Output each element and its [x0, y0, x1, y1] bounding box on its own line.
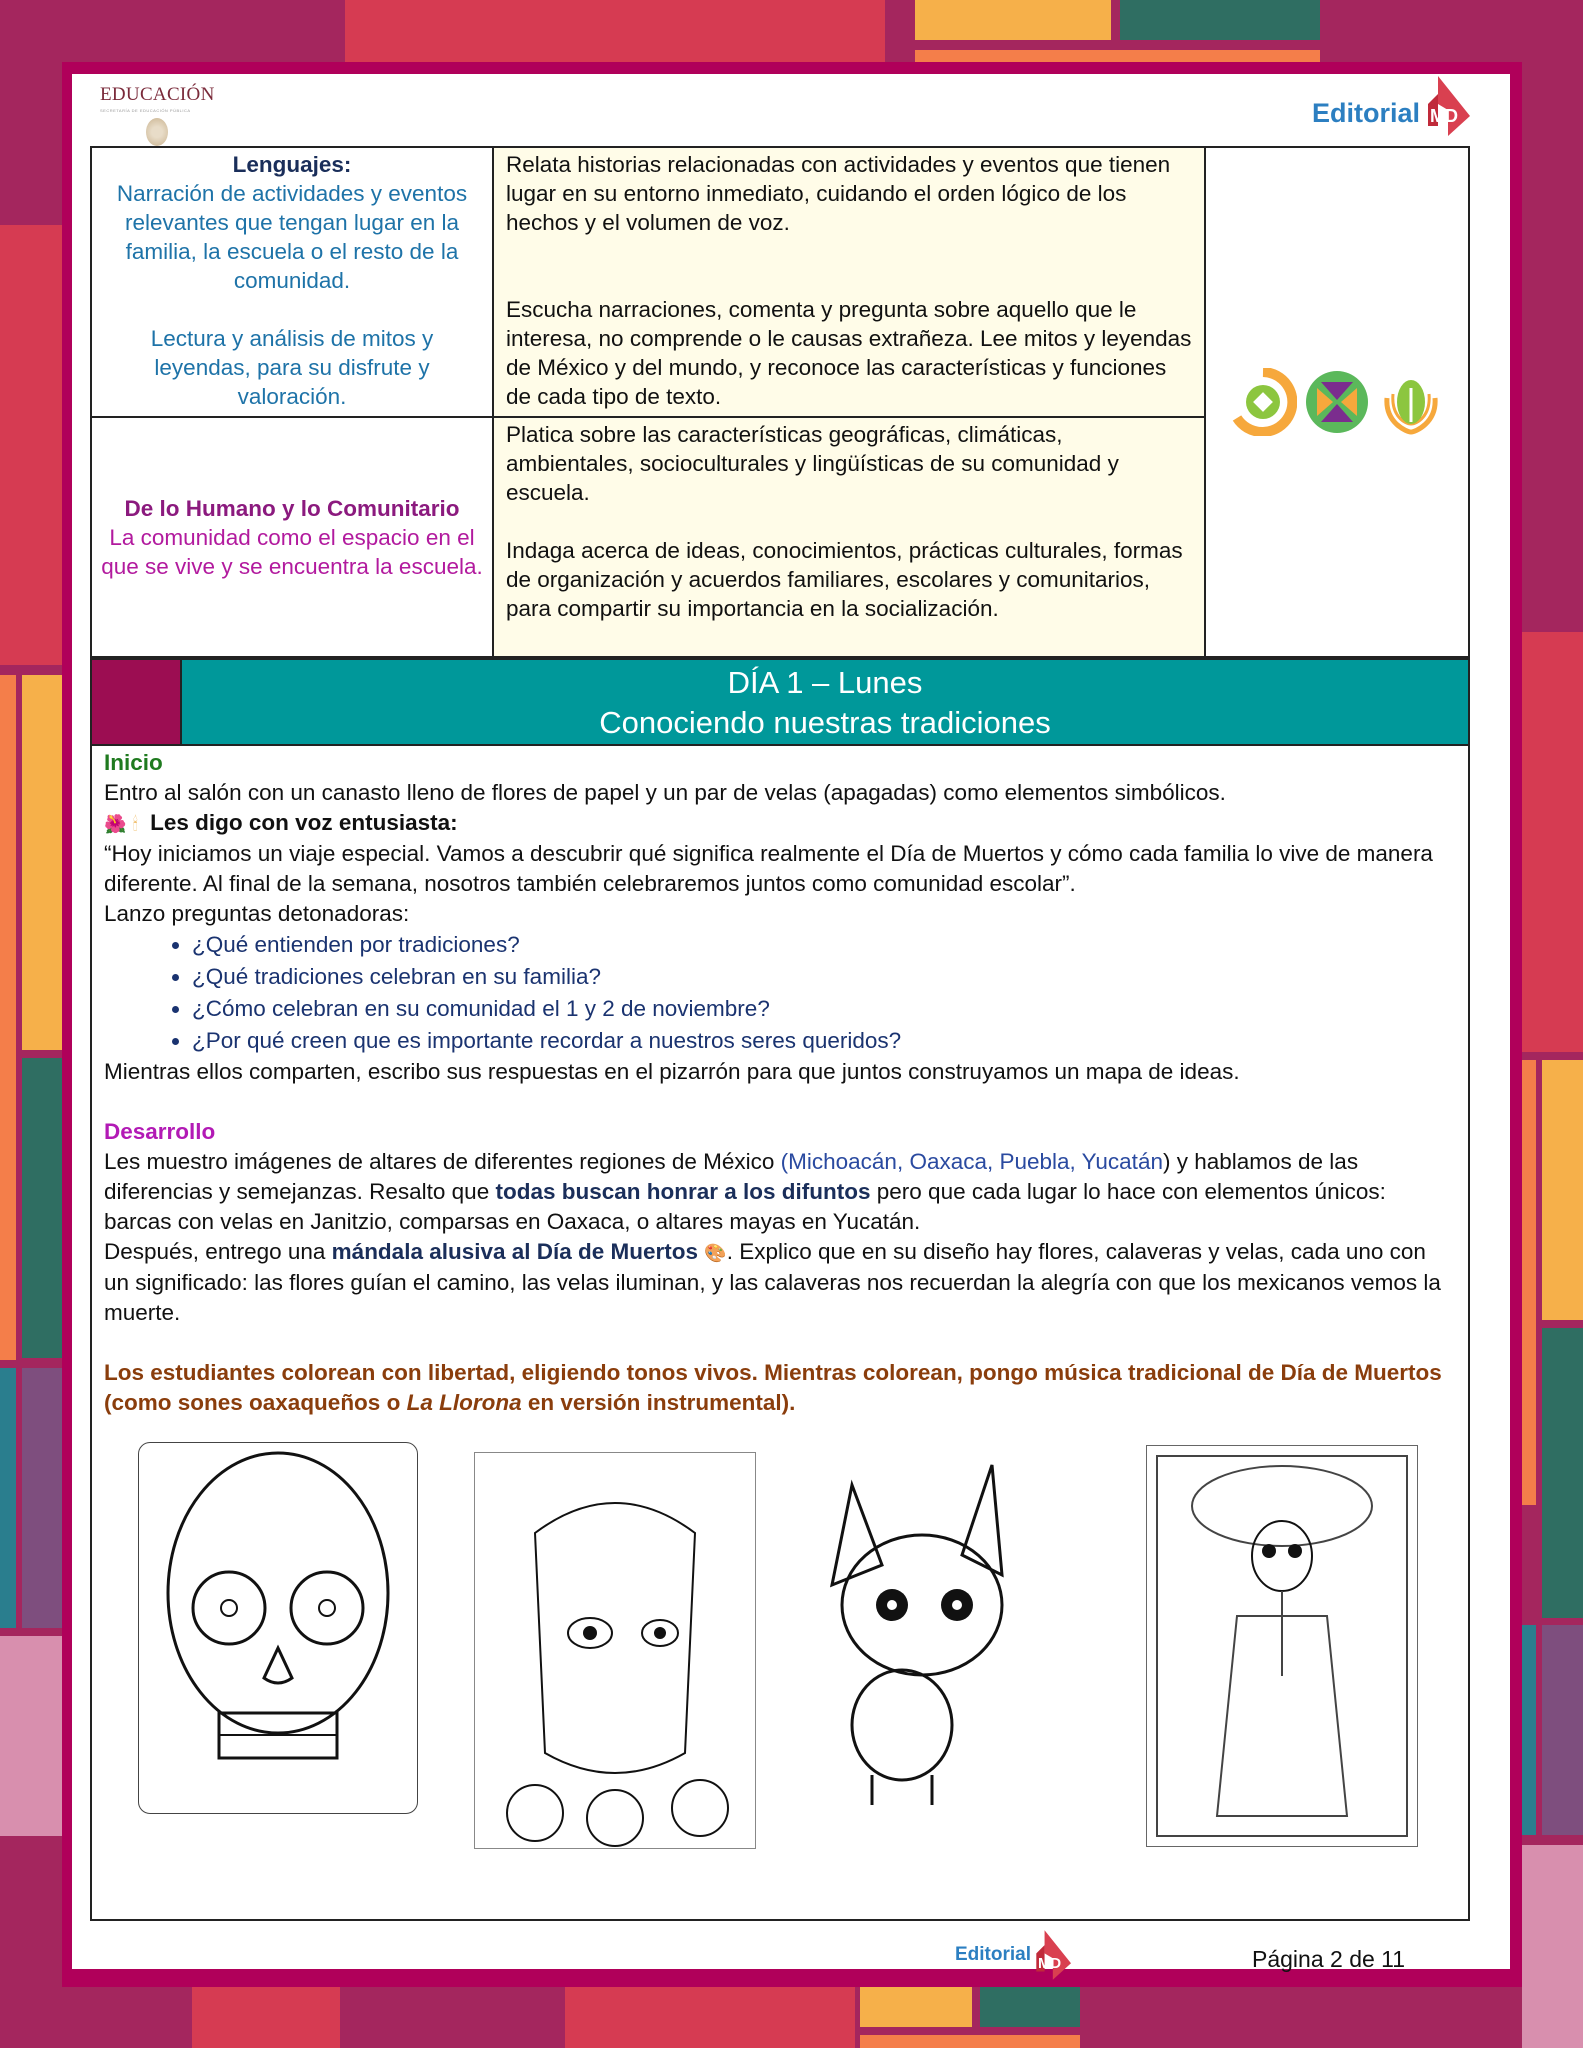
bg-block: [1522, 62, 1583, 622]
orange-ring-icon: [1229, 368, 1297, 436]
bg-block: [915, 50, 1320, 62]
svg-text:MD: MD: [1430, 106, 1459, 126]
bg-block: [1522, 632, 1583, 1052]
emphasis-text: todas buscan honrar a los difuntos: [495, 1179, 871, 1204]
text-run: Los estudiantes colorean con libertad, eligiendo tonos vivos. Mientras colorean, pongo música tradicional de Día de Muertos (como sones oaxaqueños o: [104, 1360, 1442, 1415]
coloring-image-chihuahua: [792, 1455, 1028, 1817]
flower-icon: 🌺: [104, 814, 127, 834]
bg-block: [1330, 0, 1583, 62]
text-run: Les muestro imágenes de altares de diferentes regiones de México: [104, 1149, 781, 1174]
bg-block: [1522, 1060, 1536, 1505]
questions-intro: Lanzo preguntas detonadoras:: [104, 901, 410, 926]
content-text: Lectura y análisis de mitos y leyendas, para su disfrute y valoración.: [150, 326, 434, 409]
bg-block: [0, 0, 330, 62]
candle-icon: 🕯: [132, 814, 138, 834]
editorial-md-logo-header: [1312, 90, 1470, 136]
md-logo-icon: [1424, 76, 1470, 136]
bg-block: [1120, 0, 1320, 40]
green-cross-circle-icon: [1303, 368, 1371, 436]
day-header-accent: [92, 660, 182, 744]
bg-block: [0, 1368, 16, 1628]
field-cell: [91, 417, 493, 657]
bg-block: [1542, 1625, 1583, 1835]
bg-block: [1542, 1328, 1583, 1618]
sep-logo-title: EDUCACIÓN: [100, 84, 215, 105]
desarrollo-paragraph-2: [104, 1237, 1456, 1328]
day-header-title-box: [182, 660, 1468, 744]
bg-block: [22, 1058, 62, 1358]
content-text: La comunidad como el espacio en el que se vive y se encuentra la escuela.: [101, 524, 483, 579]
question-list: [104, 929, 1456, 1057]
bg-block: [0, 1636, 62, 1836]
bg-block: [0, 1987, 182, 2048]
field-title: De lo Humano y lo Comunitario: [124, 495, 460, 521]
bg-block: [0, 68, 62, 218]
pda-text: Relata historias relacionadas con actividades y eventos que tienen lugar en su entorno inmediato, cuidando el orden lógico de los hechos y el volumen de voz.: [506, 152, 1171, 235]
bg-block: [1542, 1060, 1583, 1320]
editorial-logo-word: Editorial: [955, 1944, 1032, 1965]
coloring-paragraph: [104, 1358, 1456, 1418]
section-heading-inicio: Inicio: [104, 750, 163, 775]
bg-block: [860, 1987, 972, 2027]
field-cell: [91, 147, 493, 417]
bg-block: [345, 0, 885, 62]
song-title: La Llorona: [406, 1390, 522, 1415]
pda-text: Escucha narraciones, comenta y pregunta sobre aquello que le interesa, no comprende o le causas extrañeza. Lee mitos y leyendas de México y del mundo, y reconoce las características y funciones de cada tipo de texto.: [506, 297, 1192, 409]
bg-block: [0, 675, 16, 1360]
bg-block: [345, 1987, 565, 2048]
text-run: en versión instrumental).: [521, 1390, 796, 1415]
competencies-table: [90, 146, 1470, 658]
bg-block: [22, 675, 62, 1050]
bg-block: [860, 2035, 1080, 2048]
page-number: Página 2 de 11: [1252, 1946, 1406, 1972]
bg-block: [192, 1987, 340, 2048]
sep-logo-subtitle: SECRETARÍA DE EDUCACIÓN PÚBLICA: [100, 108, 191, 113]
chihuahua-icon: [792, 1455, 1028, 1817]
field-title: Lenguajes:: [232, 152, 352, 177]
content-text: Narración de actividades y eventos relevantes que tengan lugar en la familia, la escuela o el resto de la comunidad.: [116, 181, 468, 293]
bg-block: [0, 225, 62, 665]
day-header: [90, 658, 1470, 746]
bg-block: [22, 1368, 62, 1628]
coloring-image-la-catrina: [1146, 1445, 1418, 1847]
day-subtitle: Conociendo nuestras tradiciones: [599, 705, 1051, 740]
catrina-face-icon: [475, 1453, 755, 1848]
inicio-closing: Mientras ellos comparten, escribo sus respuestas en el pizarrón para que juntos construyamos un mapa de ideas.: [104, 1059, 1240, 1084]
bg-block: [1522, 1625, 1536, 1835]
palette-icon: 🎨: [704, 1243, 727, 1263]
question-item: • ¿Por qué creen que es importante recordar a nuestros seres queridos?: [192, 1025, 1456, 1057]
teacher-quote: “Hoy iniciamos un viaje especial. Vamos a descubrir qué significa realmente el Día de Muertos y cómo cada familia lo vive de manera diferente. Al final de la semana, nosotros también celebraremos juntos como comunidad escolar”.: [104, 841, 1433, 896]
svg-text:MD: MD: [1037, 1956, 1062, 1973]
question-item: • ¿Qué tradiciones celebran en su familia?: [192, 961, 1456, 993]
text-run: ) y hablamos de las diferencias y semejanzas. Resalto que: [104, 1149, 1359, 1204]
editorial-logo-word: Editorial: [1312, 97, 1421, 128]
bg-block: [980, 1987, 1080, 2027]
axis-icons-cell: [1205, 147, 1469, 657]
pda-cell: [493, 417, 1205, 657]
regions-text: (Michoacán, Oaxaca, Puebla, Yucatán: [780, 1149, 1163, 1174]
section-heading-desarrollo: Desarrollo: [104, 1119, 216, 1144]
bg-block: [915, 0, 1111, 40]
coloring-image-sugar-skull: [138, 1442, 418, 1814]
pda-cell: [493, 147, 1205, 417]
sep-logo: [100, 84, 215, 113]
say-line: [104, 808, 1456, 839]
bg-block: [565, 1987, 855, 2048]
day-title: DÍA 1 – Lunes: [727, 665, 923, 700]
md-logo-icon: [1033, 1930, 1071, 1980]
desarrollo-paragraph-1: [104, 1147, 1456, 1237]
text-run: . Explico que en su diseño hay flores, calaveras y velas, cada uno con un significado: las flores guían el camino, las velas iluminan, y las calaveras nos recuerdan la alegría con que los mexicanos vemos la muerte.: [104, 1239, 1441, 1325]
catrina-skeleton-icon: [1147, 1446, 1417, 1846]
mexico-seal-icon: [146, 118, 168, 146]
coloring-image-catrina-woman: [474, 1452, 756, 1849]
table-row: [91, 147, 1469, 417]
say-label: Les digo con voz entusiasta:: [150, 810, 458, 835]
leaf-hands-icon: [1377, 368, 1445, 436]
sugar-skull-icon: [139, 1443, 417, 1813]
text-run: pero que cada lugar lo hace con elementos únicos: barcas con velas en Janitzio, comparsas en Oaxaca, o altares mayas en Yucatán.: [104, 1179, 1386, 1234]
question-item: • ¿Qué entienden por tradiciones?: [192, 929, 1456, 961]
text-run: Después, entrego una: [104, 1239, 332, 1264]
inicio-paragraph: Entro al salón con un canasto lleno de flores de papel y un par de velas (apagadas) como elementos simbólicos.: [104, 780, 1226, 805]
pda-text: Platica sobre las características geográficas, climáticas, ambientales, socioculturales y lingüísticas de su comunidad y escuela.: [506, 422, 1119, 505]
bg-block: [1522, 1845, 1583, 2048]
question-item: • ¿Cómo celebran en su comunidad el 1 y 2 de noviembre?: [192, 993, 1456, 1025]
editorial-md-logo-footer: [955, 1930, 1071, 1980]
emphasis-text: mándala alusiva al Día de Muertos: [331, 1239, 699, 1264]
pda-text: Indaga acerca de ideas, conocimientos, prácticas culturales, formas de organización y acuerdos familiares, escolares y comunitarios, para compartir su importancia en la socialización.: [506, 538, 1183, 621]
